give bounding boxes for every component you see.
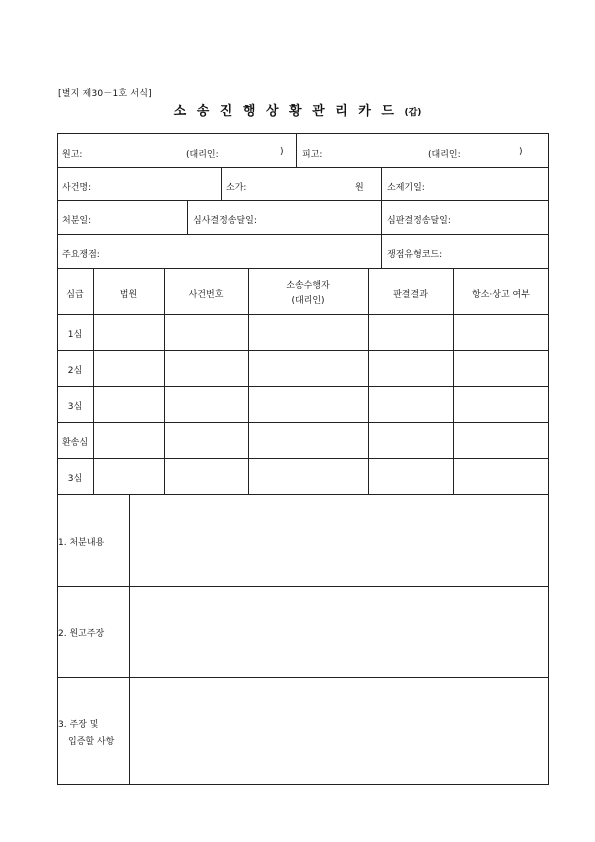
- header-appeal: 항소·상고 여부: [472, 290, 530, 300]
- row-label-3-again: 3심: [67, 474, 83, 484]
- section-argument-line2: 입증할 사항: [68, 737, 115, 747]
- header-case-number: 사건번호: [188, 290, 224, 300]
- page-title: [0, 100, 595, 119]
- disposition-date-label: 처분일:: [62, 216, 92, 226]
- row-divider: [57, 677, 549, 678]
- row-label-2: 2심: [67, 366, 83, 376]
- col-divider: [187, 200, 188, 234]
- row-label-3: 3심: [67, 402, 83, 412]
- issue-code-label: 쟁점유형코드:: [387, 250, 443, 260]
- section-argument-line1: 3. 주장 및: [58, 720, 99, 730]
- header-litigator: 소송수행자: [286, 281, 330, 291]
- col-divider: [368, 268, 369, 494]
- defendant-agent-label: (대리인:: [428, 150, 461, 160]
- plaintiff-agent-close: ): [280, 147, 284, 157]
- header-instance: 심급: [66, 290, 84, 300]
- defendant-label: 피고:: [302, 150, 323, 160]
- section-disposition: 1. 처분내용: [58, 538, 105, 548]
- row-divider: [57, 458, 549, 459]
- col-divider: [221, 167, 222, 200]
- form-number-label: [별지 제30－1호 서식]: [58, 89, 152, 99]
- header-judgment-result: 판결결과: [393, 290, 428, 300]
- row-divider: [57, 268, 549, 269]
- header-litigator-agent: (대리인): [291, 296, 325, 306]
- form-frame: [57, 133, 549, 785]
- row-divider: [57, 386, 549, 387]
- title-text: 소 송 진 행 상 황 관 리 카 드: [173, 104, 397, 119]
- row-label-remand: 환송심: [61, 438, 89, 448]
- col-divider: [93, 268, 94, 494]
- header-court: 법원: [119, 290, 138, 300]
- row-divider: [57, 586, 549, 587]
- row-label-1: 1심: [67, 330, 83, 340]
- row-divider: [57, 350, 549, 351]
- col-divider: [296, 133, 297, 167]
- plaintiff-agent-label: (대리인:: [186, 150, 219, 160]
- plaintiff-label: 원고:: [62, 150, 83, 160]
- filing-date-label: 소제기일:: [387, 183, 425, 193]
- row-divider: [57, 234, 549, 235]
- col-divider: [381, 200, 382, 234]
- won-unit: 원: [355, 183, 364, 193]
- trial-date-label: 심판결정송달일:: [387, 216, 451, 226]
- defendant-agent-close: ): [519, 147, 523, 157]
- col-divider: [381, 167, 382, 200]
- section-plaintiff-claim: 2. 원고주장: [58, 629, 105, 639]
- main-issue-label: 주요쟁점:: [62, 250, 100, 260]
- col-divider: [129, 494, 130, 785]
- review-date-label: 심사결정송달일:: [193, 216, 257, 226]
- claim-amount-label: 소가:: [226, 183, 247, 193]
- title-suffix: (갑): [404, 108, 422, 118]
- case-name-label: 사건명:: [62, 183, 92, 193]
- row-divider: [57, 167, 549, 168]
- row-divider: [57, 494, 549, 495]
- row-divider: [57, 200, 549, 201]
- col-divider: [453, 268, 454, 494]
- row-divider: [57, 314, 549, 315]
- row-divider: [57, 422, 549, 423]
- col-divider: [381, 234, 382, 268]
- col-divider: [164, 268, 165, 494]
